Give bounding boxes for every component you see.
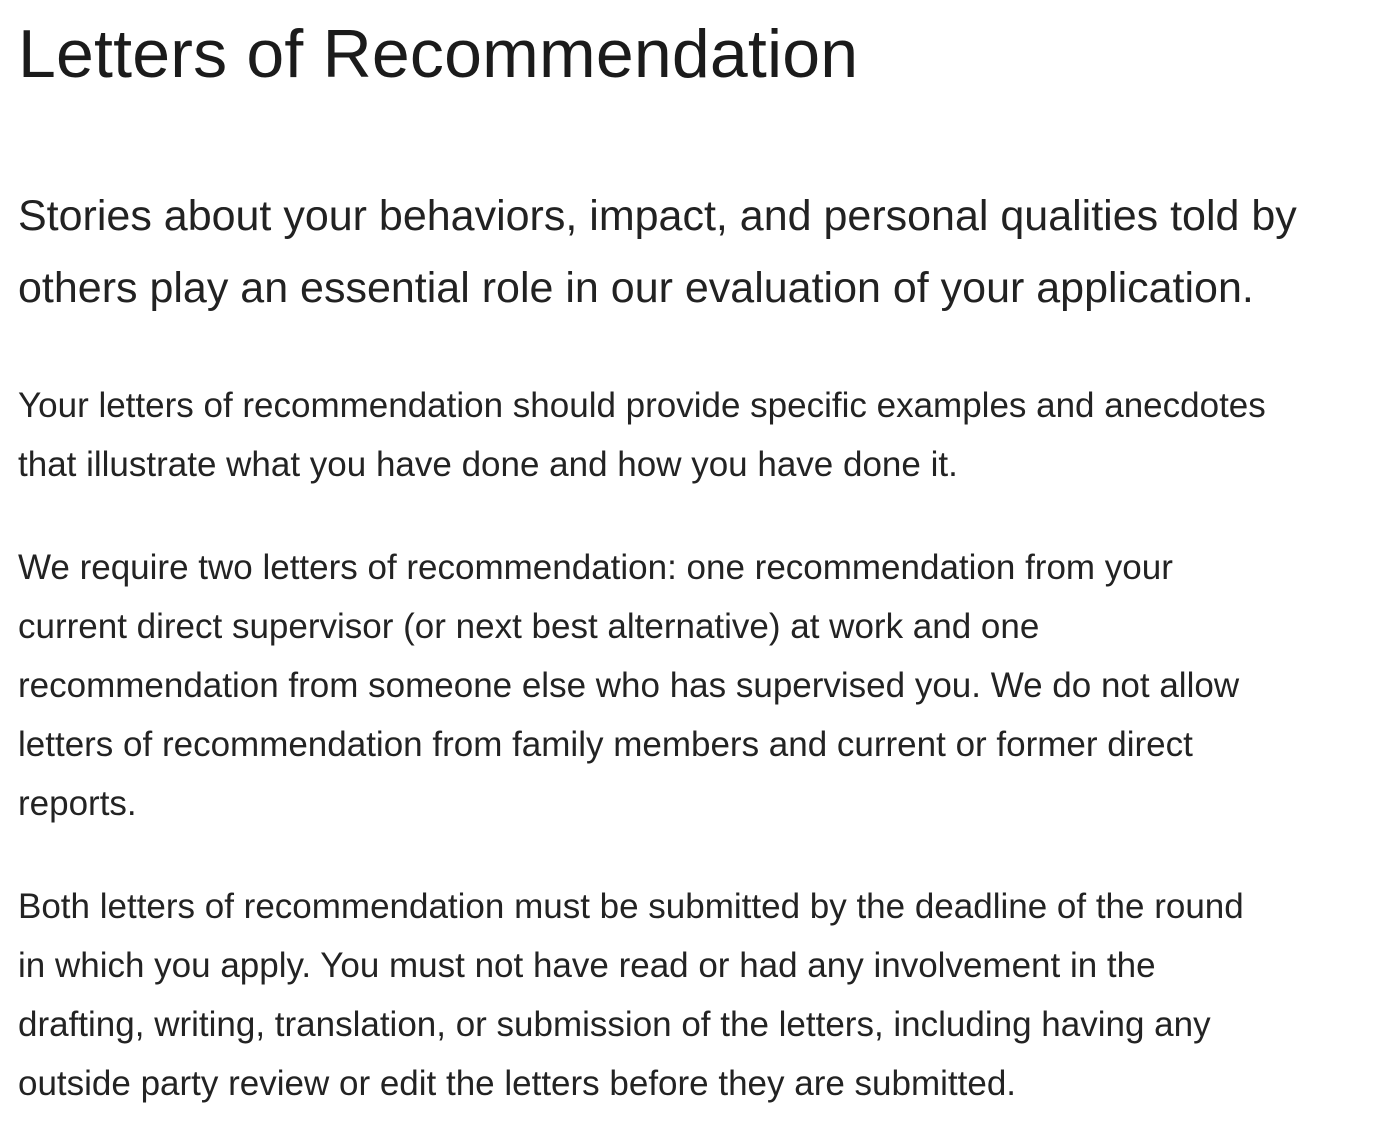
paragraph-line: reports. (18, 784, 137, 823)
paragraph-line: that illustrate what you have done and how you have done it. (18, 445, 958, 484)
paragraph-line: in which you apply. You must not have read or had any involvement in the (18, 946, 1156, 985)
paragraph-line: Your letters of recommendation should provide specific examples and anecdotes (18, 386, 1266, 425)
intro-lead-paragraph (18, 180, 1376, 324)
paragraph-line: drafting, writing, translation, or submission of the letters, including having any (18, 1005, 1211, 1044)
paragraph-line: outside party review or edit the letters before they are submitted. (18, 1064, 1017, 1103)
paragraph-line: letters of recommendation from family members and current or former direct (18, 725, 1193, 764)
lead-line: Stories about your behaviors, impact, and personal qualities told by (18, 192, 1297, 240)
paragraph-line: We require two letters of recommendation: one recommendation from your (18, 548, 1173, 587)
paragraph-submission-rules (18, 877, 1376, 1113)
paragraph-required-letters (18, 538, 1376, 833)
paragraph-line: Both letters of recommendation must be submitted by the deadline of the round (18, 887, 1244, 926)
lead-line: others play an essential role in our evaluation of your application. (18, 264, 1254, 312)
paragraph-line: recommendation from someone else who has supervised you. We do not allow (18, 666, 1240, 705)
page-title: Letters of Recommendation (18, 16, 859, 92)
paragraph-line: current direct supervisor (or next best alternative) at work and one (18, 607, 1040, 646)
paragraph-specific-examples (18, 376, 1376, 494)
